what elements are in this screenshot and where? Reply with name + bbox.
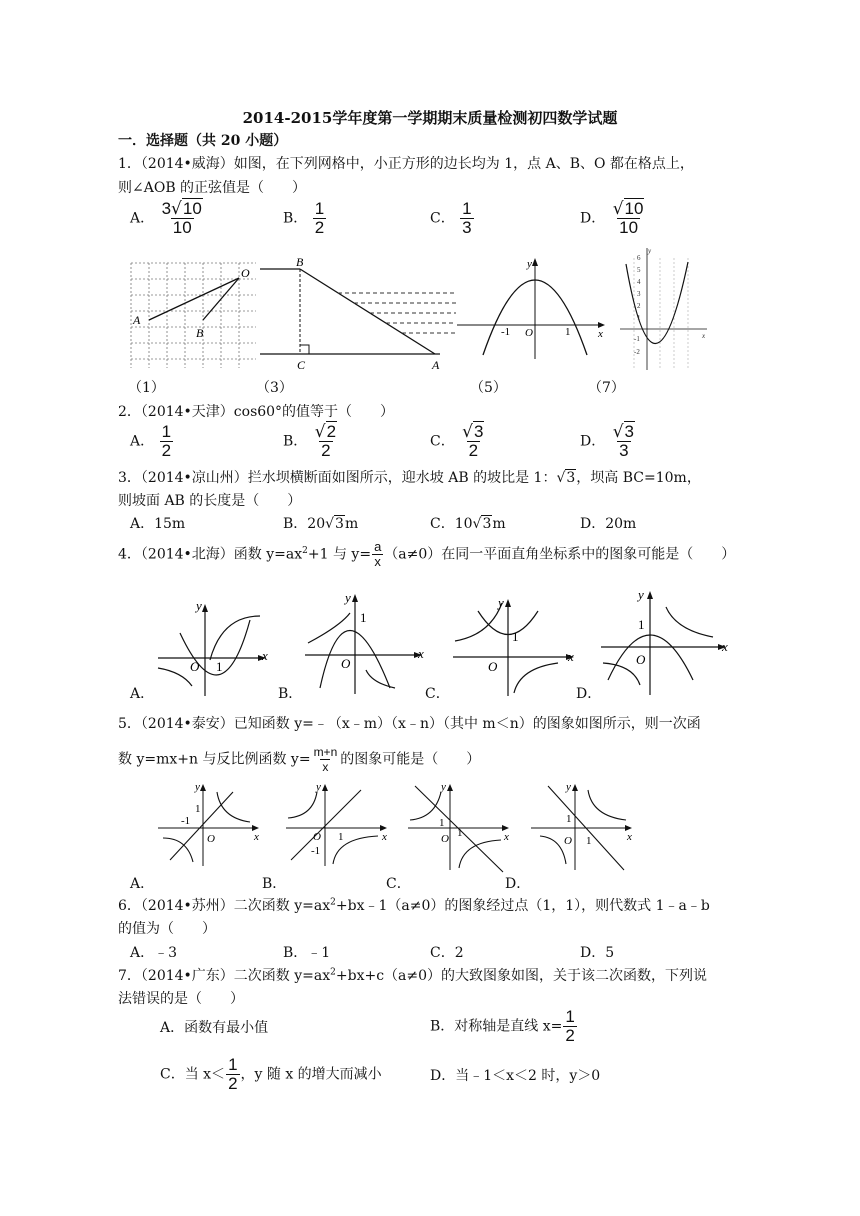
fig7-tick-6: 6 [637,254,641,262]
q4d-label-o: O [636,652,646,667]
q4-graph-a [150,598,280,698]
q4-graph-d [598,585,733,700]
q5a-label-1: 1 [195,803,201,815]
q3-stem-line1: 3．（2014•凉山州）拦水坝横断面如图所示，迎水坡 AB 的坡比是 1：√3，坝高 BC=10m， [118,470,701,486]
q6-option-a: A．﹣3 [130,945,178,961]
q5b-label-neg1: -1 [311,845,321,857]
q1-stem-line1: 1．（2014•威海）如图，在下列网格中，小正方形的边长均为 1，点 A、B、O 都在格点上， [118,156,694,172]
q4d-label-1: 1 [638,617,645,632]
caption-3: （3） [256,380,293,396]
q4d-label-y: y [638,587,644,602]
q5d-label-1x: 1 [586,835,592,847]
q1-option-c: C． $\frac{1}{3}$ [430,199,472,237]
q7-stem-line2: 法错误的是（ ） [118,991,244,1007]
fig1-label-a: A [133,313,141,327]
fig7-tick-3: 3 [637,290,641,298]
fig7-tick-neg1: -1 [634,335,640,343]
q4b-label-y: y [345,590,351,605]
q5-option-d: D． [505,876,531,892]
q6-stem-line1: 6．（2014•苏州）二次函数 $y=ax^2+bx﹣1(a\ne 0)$的图象经过点（1，1），则代数式 1﹣a﹣b [118,897,710,914]
q1-option-d: D． $\frac{√10}{10}$ [580,199,644,237]
fig3-label-b: B [296,255,304,269]
fig5-label-o: O [525,327,533,339]
q3-option-b: B．20√3m [283,516,359,532]
fig5-label-y: y [527,258,532,270]
fig7-label-x: x [702,332,706,340]
q4b-label-1: 1 [360,610,367,625]
q4a-label-x: x [262,648,268,663]
q5-option-a: A． [130,876,155,892]
q5d-label-1: 1 [566,813,572,825]
q4c-label-1: 1 [512,629,519,644]
fig7-label-y: y [648,247,652,255]
q4-option-b: B． [278,686,303,702]
q5d-label-x: x [627,831,632,843]
fig5-label-neg1: -1 [501,326,511,338]
q2-option-d: D． $\frac{√3}{3}$ [580,422,634,460]
q5a-label-y: y [195,781,200,793]
q5a-label-x: x [254,831,259,843]
q5d-label-y: y [566,781,571,793]
q4-option-d: D． [576,686,602,702]
q4a-label-o: O [190,659,200,674]
q5-stem-line1: 5．（2014•泰安）已知函数 y=﹣（x﹣m）（x﹣n）（其中 m＜n）的图象如图所示，则一次函 [118,716,701,732]
q5-graph-b [283,780,393,870]
fig1-label-o: O [241,266,250,280]
figure-5-parabola [455,255,610,365]
q3-stem-line2: 则坡面 AB 的长度是（ ） [118,493,302,509]
q4a-label-1: 1 [216,659,223,674]
q7-option-c: C．当 x＜ $\frac{1}{2}$ ，y 随 x 的增大而减小 [160,1055,382,1093]
q5b-label-o: O [313,831,321,843]
q4d-label-x: x [722,639,728,654]
q3-option-d: D．20m [580,516,637,532]
q5c-label-x: x [504,831,509,843]
q4c-label-o: O [488,659,498,674]
q5d-label-o: O [564,835,572,847]
q4-graph-c [450,593,580,698]
q5c-label-1x: 1 [457,827,463,839]
figure-3-dam [260,255,460,375]
fig5-label-1: 1 [565,326,571,338]
q5-graph-c [405,780,515,875]
q4a-label-y: y [196,598,202,613]
q7-option-a: A．函数有最小值 [160,1020,269,1036]
q5c-label-o: O [441,833,449,845]
fig7-tick-1: 1 [637,314,641,322]
page-title: 2014-2015学年度第一学期期末质量检测初四数学试题 [242,109,618,127]
q4-stem: 4．（2014•北海）函数 $y=ax^2+1$ 与 y= $\frac{a}{x}$ （a≠0）在同一平面直角坐标系中的图象可能是（ ） [118,539,736,569]
q5b-label-1: 1 [338,831,344,843]
q7-option-d: D．当﹣1＜x＜2 时，y＞0 [430,1068,601,1084]
q4b-label-o: O [341,656,351,671]
q6-option-b: B．﹣1 [283,945,331,961]
q2-option-b: B． $\frac{√2}{2}$ [283,422,337,460]
section-heading: 一．选择题（共 20 小题） [118,133,288,149]
caption-1: （1） [128,380,165,396]
q1-option-a: A． $\frac{3√10}{10}$ [130,199,202,237]
q5a-label-neg1: -1 [181,815,191,827]
q2-option-c: C． $\frac{√3}{2}$ [430,422,484,460]
q4-option-c: C． [425,686,450,702]
q5-graph-a [155,780,265,870]
q4b-label-x: x [418,646,424,661]
q2-option-a: A． $\frac{1}{2}$ [130,422,172,460]
fig3-label-a: A [432,358,440,372]
q5c-label-1: 1 [439,817,445,829]
fig1-label-b: B [196,326,204,340]
q6-stem-line2: 的值为（ ） [118,921,216,937]
q1-stem-line2: 则∠AOB 的正弦值是（ ） [118,180,307,196]
q4c-label-y: y [498,595,504,610]
q5-graph-d [528,780,638,875]
q1-option-b: B． $\frac{1}{2}$ [283,199,325,237]
q7-option-b: B．对称轴是直线 x= $\frac{1}{2}$ [430,1007,575,1045]
q4c-label-x: x [568,649,574,664]
q7-stem-line1: 7．（2014•广东）二次函数 $y=ax^2+bx+c(a\ne 0)$的大致图象如图，关于该二次函数，下列说 [118,967,708,984]
q6-option-c: C．2 [430,945,464,961]
q5-option-c: C． [386,876,411,892]
q4-option-a: A． [130,686,155,702]
q5-option-b: B． [262,876,287,892]
q3-option-c: C．10√3m [430,516,506,532]
fig5-label-x: x [598,328,603,340]
fig3-label-c: C [297,358,306,372]
caption-7: （7） [588,380,625,396]
figure-1-grid [128,258,258,370]
fig7-tick-4: 4 [637,278,641,286]
q5c-label-y: y [441,781,446,793]
caption-5: （5） [470,380,507,396]
q2-stem: 2．（2014•天津）cos60°的值等于（ ） [118,404,395,420]
fig7-tick-2: 2 [637,302,641,310]
q6-option-d: D．5 [580,945,615,961]
figure-7-parabola [612,244,712,374]
q5b-label-y: y [316,781,321,793]
fig7-tick-neg2: -2 [634,348,640,356]
q3-option-a: A．15m [130,516,186,532]
q5a-label-o: O [207,833,215,845]
q4-graph-b [300,588,430,698]
q5-stem-line2: 数 y=mx+n 与反比例函数 y= $\frac{m+n}{x}$ 的图象可能是（ ） [118,745,481,774]
fig7-tick-5: 5 [637,266,641,274]
q5b-label-x: x [382,831,387,843]
